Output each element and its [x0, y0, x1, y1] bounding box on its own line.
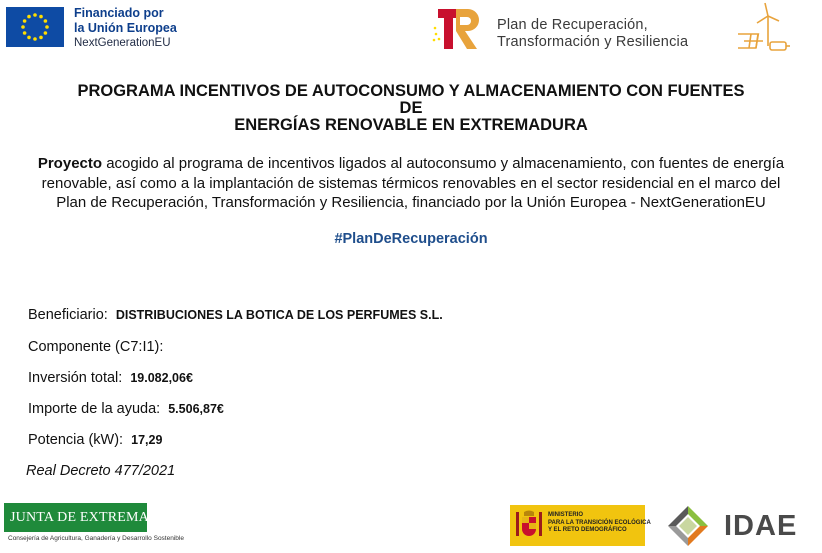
idae-logo-icon — [657, 504, 719, 548]
description-line-1: acogido al programa de incentivos ligados al autoconsumo y almacenamiento, con fuentes de energía — [102, 155, 785, 172]
decree-reference: Real Decreto 477/2021 — [26, 463, 176, 479]
eu-funding-text — [74, 6, 177, 51]
prtr-line-2: Transformación y Resiliencia — [497, 34, 689, 50]
ministerio-line-1: MINISTERIO — [548, 512, 584, 518]
title-line-1: PROGRAMA INCENTIVOS DE AUTOCONSUMO Y ALMACENAMIENTO CON FUENTES — [77, 82, 745, 100]
eu-line-3: NextGenerationEU — [74, 37, 171, 49]
junta-subtitle: Consejería de Agricultura, Ganadería y Desarrollo Sostenible — [8, 535, 184, 542]
description-line-3: Plan de Recuperación, Transformación y Resiliencia, financiado por la Unión Europea - NextGenerationEU — [56, 194, 766, 211]
componente-label: Componente (C7:I1): — [28, 339, 164, 355]
junta-title: JUNTA DE EXTREMADURA — [10, 510, 190, 525]
beneficiario-row — [28, 307, 443, 323]
potencia-row — [28, 432, 162, 448]
ministerio-line-2: PARA LA TRANSICIÓN ECOLÓGICA — [548, 519, 651, 526]
wind-turbine-solar-icon — [738, 2, 792, 54]
ministerio-line-3: Y EL RETO DEMOGRÁFICO — [548, 527, 627, 533]
program-title — [0, 83, 822, 134]
eu-line-2: la Unión Europea — [74, 21, 177, 35]
inversion-label: Inversión total: — [28, 370, 123, 386]
beneficiario-label: Beneficiario: — [28, 307, 108, 323]
beneficiario-value: DISTRIBUCIONES LA BOTICA DE LOS PERFUMES S.L. — [115, 308, 443, 322]
prtr-line-1: Plan de Recuperación, — [497, 17, 648, 33]
ayuda-value: 5.506,87€ — [168, 402, 224, 416]
ayuda-label: Importe de la ayuda: — [28, 401, 161, 417]
eu-line-1: Financiado por — [74, 6, 164, 20]
title-line-2: DE — [399, 99, 423, 117]
project-description — [26, 154, 796, 213]
prtr-logo-icon — [430, 6, 484, 52]
inversion-value: 19.082,06€ — [130, 371, 193, 385]
inversion-row — [28, 370, 193, 386]
title-line-3: ENERGÍAS RENOVABLE EN EXTREMADURA — [234, 116, 588, 134]
ayuda-row — [28, 401, 224, 417]
potencia-value: 17,29 — [131, 433, 163, 447]
spain-coat-of-arms-icon — [514, 509, 544, 542]
ministerio-text — [548, 512, 651, 535]
eu-flag-icon — [6, 7, 64, 47]
potencia-label: Potencia (kW): — [28, 432, 124, 448]
description-lead: Proyecto — [37, 155, 103, 172]
description-line-2: renovable, así como a la implantación de sistemas térmicos renovables en el sector residencial en el marco del — [41, 174, 781, 192]
idae-text: IDAE — [724, 510, 798, 542]
hashtag: #PlanDeRecuperación — [334, 231, 488, 247]
componente-row — [28, 339, 163, 355]
prtr-text — [497, 17, 688, 51]
